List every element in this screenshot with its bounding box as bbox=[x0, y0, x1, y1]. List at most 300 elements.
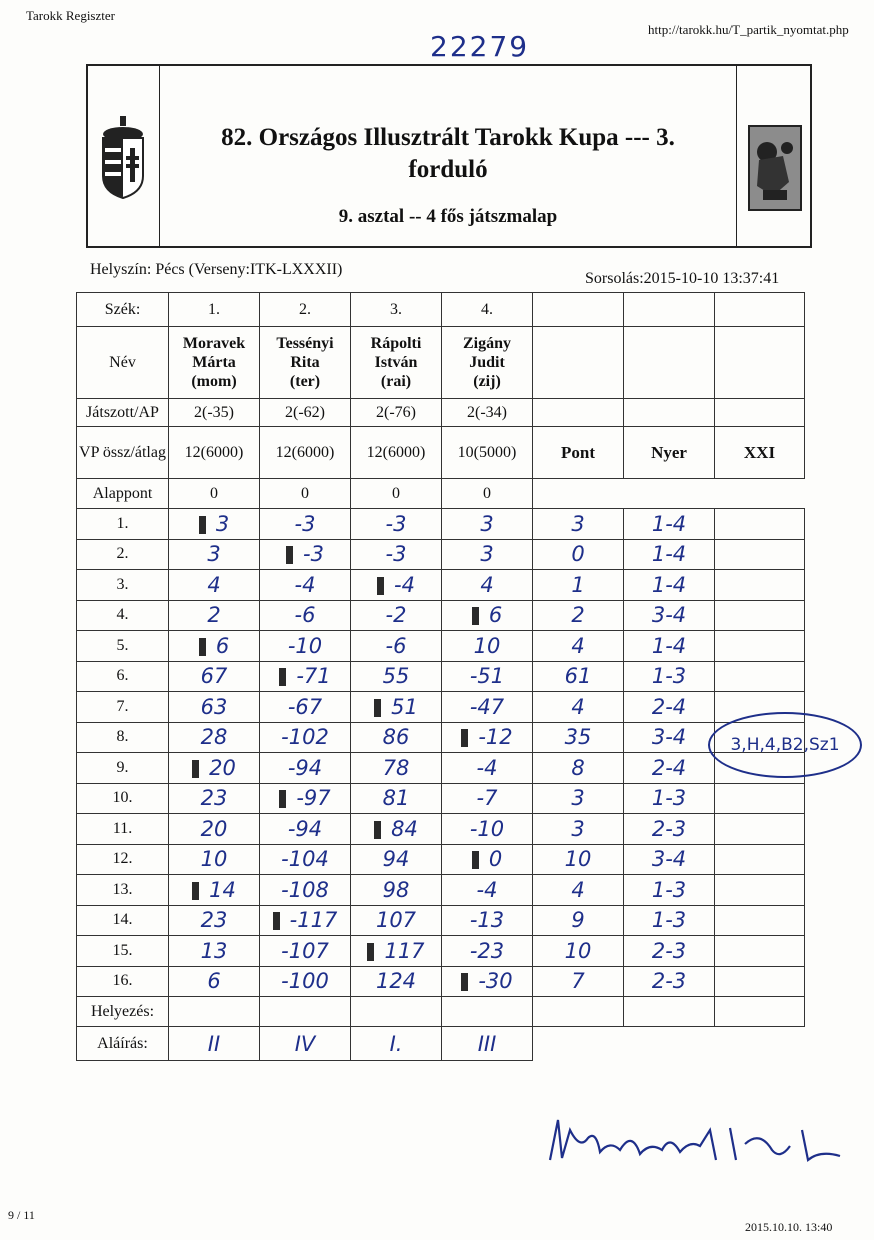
round-score bbox=[260, 875, 351, 906]
page-url: http://tarokk.hu/T_partik_nyomtat.php bbox=[648, 22, 849, 37]
round-pont: 1 bbox=[533, 570, 624, 601]
score-value: 6 bbox=[207, 969, 221, 994]
player-name: Rápolti István (rai) bbox=[351, 327, 442, 399]
round-score bbox=[169, 570, 260, 601]
round-xxi bbox=[715, 814, 805, 845]
round-score bbox=[442, 844, 533, 875]
score-value: -6 bbox=[294, 603, 316, 628]
empty-cell bbox=[715, 327, 805, 399]
print-timestamp: 2015.10.10. 13:40 bbox=[745, 1220, 833, 1234]
score-value: -108 bbox=[281, 877, 329, 902]
round-nyer: 1-3 bbox=[624, 783, 715, 814]
round-row bbox=[77, 661, 805, 692]
round-xxi bbox=[715, 875, 805, 906]
base-row bbox=[77, 479, 805, 509]
round-score bbox=[260, 631, 351, 662]
round-score bbox=[169, 600, 260, 631]
round-row bbox=[77, 692, 805, 723]
score-value: -67 bbox=[287, 694, 323, 719]
round-nyer: 2-3 bbox=[624, 966, 715, 997]
round-score bbox=[169, 753, 260, 784]
round-row bbox=[77, 539, 805, 570]
location-line: Helyszín: Pécs (Verseny:ITK-LXXXII) bbox=[90, 261, 343, 278]
side-note: 3,H,4,B2,Sz1 bbox=[708, 712, 862, 778]
round-score bbox=[351, 814, 442, 845]
round-score bbox=[169, 814, 260, 845]
base-label: Alappont bbox=[77, 479, 169, 509]
score-value: 3 bbox=[480, 511, 494, 536]
round-pont: 61 bbox=[533, 661, 624, 692]
round-xxi bbox=[715, 509, 805, 540]
empty-cell bbox=[533, 479, 624, 509]
round-score bbox=[442, 753, 533, 784]
round-xxi bbox=[715, 600, 805, 631]
player-placement: III bbox=[442, 1027, 533, 1061]
dealer-marker bbox=[273, 912, 280, 930]
round-row bbox=[77, 570, 805, 601]
round-score bbox=[351, 509, 442, 540]
round-pont: 7 bbox=[533, 966, 624, 997]
dealer-marker bbox=[199, 638, 206, 656]
score-value: -30 bbox=[478, 969, 513, 994]
round-number: 4. bbox=[77, 600, 169, 631]
round-row bbox=[77, 509, 805, 540]
empty-cell bbox=[624, 997, 715, 1027]
played-value: 2(-34) bbox=[442, 399, 533, 427]
xxi-header: XXI bbox=[715, 427, 805, 479]
round-score bbox=[442, 936, 533, 967]
round-xxi bbox=[715, 631, 805, 662]
score-value: -47 bbox=[469, 694, 505, 719]
signature-label: Aláírás: bbox=[77, 1027, 169, 1061]
score-value: -13 bbox=[469, 908, 505, 933]
round-score bbox=[351, 875, 442, 906]
empty-cell bbox=[715, 399, 805, 427]
round-score bbox=[351, 783, 442, 814]
seat-number: 3. bbox=[351, 293, 442, 327]
round-score bbox=[260, 814, 351, 845]
round-xxi bbox=[715, 661, 805, 692]
dealer-marker bbox=[461, 973, 468, 991]
round-pont: 8 bbox=[533, 753, 624, 784]
score-value: 86 bbox=[382, 725, 410, 750]
played-value: 2(-35) bbox=[169, 399, 260, 427]
score-value: -117 bbox=[289, 908, 338, 933]
dealer-marker bbox=[374, 821, 381, 839]
dealer-marker bbox=[199, 516, 206, 534]
round-number: 10. bbox=[77, 783, 169, 814]
round-pont: 2 bbox=[533, 600, 624, 631]
base-value: 0 bbox=[442, 479, 533, 509]
round-score bbox=[260, 966, 351, 997]
empty-cell bbox=[715, 1027, 805, 1061]
round-xxi bbox=[715, 936, 805, 967]
score-value: 20 bbox=[209, 755, 236, 780]
coat-of-arms-icon bbox=[86, 64, 160, 248]
round-nyer: 1-3 bbox=[624, 875, 715, 906]
player-placement: II bbox=[169, 1027, 260, 1061]
round-score bbox=[442, 539, 533, 570]
played-label: Játszott/AP bbox=[77, 399, 169, 427]
score-value: -4 bbox=[476, 877, 498, 902]
round-pont: 9 bbox=[533, 905, 624, 936]
played-value: 2(-76) bbox=[351, 399, 442, 427]
round-score bbox=[442, 722, 533, 753]
round-pont: 0 bbox=[533, 539, 624, 570]
score-value: 28 bbox=[200, 725, 228, 750]
round-number: 2. bbox=[77, 539, 169, 570]
round-score bbox=[351, 753, 442, 784]
score-value: 107 bbox=[375, 908, 417, 933]
round-nyer: 1-3 bbox=[624, 905, 715, 936]
dealer-marker bbox=[367, 943, 374, 961]
empty-cell bbox=[715, 293, 805, 327]
round-score bbox=[169, 509, 260, 540]
round-score bbox=[442, 692, 533, 723]
round-score bbox=[351, 692, 442, 723]
empty-cell bbox=[533, 293, 624, 327]
round-number: 1. bbox=[77, 509, 169, 540]
round-xxi bbox=[715, 905, 805, 936]
vp-label: VP össz/átlag bbox=[77, 427, 169, 479]
empty-cell bbox=[533, 1027, 624, 1061]
round-nyer: 1-4 bbox=[624, 509, 715, 540]
score-value: 55 bbox=[382, 664, 410, 689]
round-nyer: 2-4 bbox=[624, 753, 715, 784]
score-value: 81 bbox=[382, 786, 410, 811]
score-value: -10 bbox=[469, 816, 505, 841]
score-value: -12 bbox=[478, 725, 513, 750]
empty-cell bbox=[442, 997, 533, 1027]
dealer-marker bbox=[472, 851, 479, 869]
round-score bbox=[351, 966, 442, 997]
player-name: Tessényi Rita (ter) bbox=[260, 327, 351, 399]
round-score bbox=[169, 631, 260, 662]
nyer-header: Nyer bbox=[624, 427, 715, 479]
player-name: Moravek Márta (mom) bbox=[169, 327, 260, 399]
score-value: 51 bbox=[391, 694, 418, 719]
round-row bbox=[77, 722, 805, 753]
score-value: 3 bbox=[215, 511, 230, 536]
player-placement: IV bbox=[260, 1027, 351, 1061]
site-name: Tarokk Regiszter bbox=[26, 8, 115, 23]
round-score bbox=[351, 600, 442, 631]
round-number: 15. bbox=[77, 936, 169, 967]
round-nyer: 3-4 bbox=[624, 722, 715, 753]
round-score bbox=[260, 509, 351, 540]
empty-cell bbox=[169, 997, 260, 1027]
score-value: 23 bbox=[200, 786, 228, 811]
round-score bbox=[351, 661, 442, 692]
seat-number: 4. bbox=[442, 293, 533, 327]
name-label: Név bbox=[77, 327, 169, 399]
score-value: 20 bbox=[200, 816, 228, 841]
score-value: -94 bbox=[287, 755, 323, 780]
score-value: 117 bbox=[384, 938, 425, 963]
round-pont: 3 bbox=[533, 509, 624, 540]
round-score bbox=[442, 570, 533, 601]
empty-cell bbox=[533, 997, 624, 1027]
round-pont: 3 bbox=[533, 814, 624, 845]
vp-value: 12(6000) bbox=[351, 427, 442, 479]
art-cell bbox=[736, 64, 812, 248]
score-value: 6 bbox=[488, 603, 503, 628]
dealer-marker bbox=[192, 882, 199, 900]
round-score bbox=[260, 722, 351, 753]
empty-cell bbox=[260, 997, 351, 1027]
score-value: -94 bbox=[287, 816, 323, 841]
dealer-marker bbox=[377, 577, 384, 595]
vp-value: 12(6000) bbox=[169, 427, 260, 479]
round-number: 3. bbox=[77, 570, 169, 601]
round-nyer: 1-3 bbox=[624, 661, 715, 692]
round-number: 8. bbox=[77, 722, 169, 753]
round-score bbox=[260, 936, 351, 967]
score-value: 98 bbox=[382, 877, 410, 902]
round-row bbox=[77, 783, 805, 814]
round-pont: 10 bbox=[533, 936, 624, 967]
round-nyer: 3-4 bbox=[624, 844, 715, 875]
round-row bbox=[77, 753, 805, 784]
round-row bbox=[77, 875, 805, 906]
round-score bbox=[260, 783, 351, 814]
score-value: -4 bbox=[476, 755, 498, 780]
round-nyer: 3-4 bbox=[624, 600, 715, 631]
score-value: -104 bbox=[281, 847, 329, 872]
round-number: 16. bbox=[77, 966, 169, 997]
empty-cell bbox=[533, 327, 624, 399]
played-row bbox=[77, 399, 805, 427]
round-row bbox=[77, 936, 805, 967]
base-value: 0 bbox=[169, 479, 260, 509]
score-value: 4 bbox=[480, 572, 494, 597]
round-nyer: 2-3 bbox=[624, 814, 715, 845]
played-value: 2(-62) bbox=[260, 399, 351, 427]
empty-cell bbox=[715, 997, 805, 1027]
score-value: 0 bbox=[488, 847, 503, 872]
round-score bbox=[169, 905, 260, 936]
round-score bbox=[442, 783, 533, 814]
round-pont: 3 bbox=[533, 783, 624, 814]
round-score bbox=[442, 875, 533, 906]
round-score bbox=[442, 966, 533, 997]
round-score bbox=[442, 631, 533, 662]
round-pont: 35 bbox=[533, 722, 624, 753]
pont-header: Pont bbox=[533, 427, 624, 479]
score-value: 6 bbox=[215, 633, 230, 658]
empty-cell bbox=[624, 479, 715, 509]
round-number: 12. bbox=[77, 844, 169, 875]
empty-cell bbox=[351, 997, 442, 1027]
score-value: 23 bbox=[200, 908, 228, 933]
dealer-marker bbox=[461, 729, 468, 747]
empty-cell bbox=[624, 327, 715, 399]
round-row bbox=[77, 814, 805, 845]
round-number: 11. bbox=[77, 814, 169, 845]
placement-label: Helyezés: bbox=[77, 997, 169, 1027]
logo-cell bbox=[86, 64, 160, 248]
score-value: 14 bbox=[209, 877, 236, 902]
score-value: 4 bbox=[207, 572, 221, 597]
score-value: 10 bbox=[200, 847, 228, 872]
round-xxi bbox=[715, 783, 805, 814]
score-value: -3 bbox=[303, 542, 324, 567]
vp-row bbox=[77, 427, 805, 479]
score-value: -3 bbox=[294, 511, 316, 536]
round-score bbox=[169, 661, 260, 692]
seat-number: 1. bbox=[169, 293, 260, 327]
score-value: -100 bbox=[281, 969, 329, 994]
score-value: 2 bbox=[207, 603, 221, 628]
round-score bbox=[169, 722, 260, 753]
score-value: -97 bbox=[296, 786, 331, 811]
round-score bbox=[169, 539, 260, 570]
round-number: 13. bbox=[77, 875, 169, 906]
round-score bbox=[442, 905, 533, 936]
round-score bbox=[169, 875, 260, 906]
round-score bbox=[260, 753, 351, 784]
score-value: -3 bbox=[385, 542, 407, 567]
round-nyer: 2-3 bbox=[624, 936, 715, 967]
round-xxi bbox=[715, 570, 805, 601]
round-score bbox=[351, 539, 442, 570]
draw-time: Sorsolás:2015-10-10 13:37:41 bbox=[585, 270, 780, 287]
round-score bbox=[169, 783, 260, 814]
dealer-marker bbox=[279, 790, 286, 808]
round-score bbox=[169, 692, 260, 723]
score-value: -23 bbox=[469, 938, 505, 963]
empty-cell bbox=[624, 1027, 715, 1061]
seat-number: 2. bbox=[260, 293, 351, 327]
empty-cell bbox=[715, 479, 805, 509]
round-number: 14. bbox=[77, 905, 169, 936]
dealer-marker bbox=[374, 699, 381, 717]
round-score bbox=[169, 936, 260, 967]
round-row bbox=[77, 631, 805, 662]
round-pont: 10 bbox=[533, 844, 624, 875]
score-value: 3 bbox=[480, 542, 494, 567]
empty-cell bbox=[624, 399, 715, 427]
round-pont: 4 bbox=[533, 631, 624, 662]
round-score bbox=[260, 600, 351, 631]
page-title-line2: forduló bbox=[408, 156, 488, 183]
score-value: 124 bbox=[375, 969, 417, 994]
page-title-line1: 82. Országos Illusztrált Tarokk Kupa --- 3. bbox=[221, 124, 675, 151]
page-number: 9 / 11 bbox=[8, 1208, 35, 1222]
round-score bbox=[442, 661, 533, 692]
round-number: 9. bbox=[77, 753, 169, 784]
score-value: -102 bbox=[281, 725, 329, 750]
empty-cell bbox=[624, 293, 715, 327]
score-value: 84 bbox=[391, 816, 418, 841]
round-score bbox=[169, 966, 260, 997]
vp-value: 12(6000) bbox=[260, 427, 351, 479]
score-value: -10 bbox=[287, 633, 323, 658]
round-score bbox=[260, 570, 351, 601]
seat-label: Szék: bbox=[77, 293, 169, 327]
round-score bbox=[351, 844, 442, 875]
round-number: 6. bbox=[77, 661, 169, 692]
score-value: 13 bbox=[200, 938, 228, 963]
round-score bbox=[260, 661, 351, 692]
round-score bbox=[169, 844, 260, 875]
round-nyer: 1-4 bbox=[624, 631, 715, 662]
round-score bbox=[351, 570, 442, 601]
round-score bbox=[260, 539, 351, 570]
score-value: -6 bbox=[385, 633, 407, 658]
round-number: 7. bbox=[77, 692, 169, 723]
score-value: 78 bbox=[382, 755, 410, 780]
score-value: 67 bbox=[200, 664, 228, 689]
score-value: -2 bbox=[385, 603, 407, 628]
score-value: -71 bbox=[296, 664, 331, 689]
score-value: -107 bbox=[281, 938, 329, 963]
round-score bbox=[442, 509, 533, 540]
round-score bbox=[260, 905, 351, 936]
round-xxi bbox=[715, 844, 805, 875]
player-placement: I. bbox=[351, 1027, 442, 1061]
round-xxi bbox=[715, 539, 805, 570]
round-score bbox=[351, 936, 442, 967]
round-number: 5. bbox=[77, 631, 169, 662]
score-value: -4 bbox=[394, 572, 415, 597]
score-table bbox=[76, 292, 805, 1061]
round-score bbox=[442, 600, 533, 631]
round-row bbox=[77, 844, 805, 875]
round-nyer: 1-4 bbox=[624, 539, 715, 570]
tarokk-card-icon bbox=[737, 64, 813, 248]
score-value: 63 bbox=[200, 694, 228, 719]
score-value: 94 bbox=[382, 847, 410, 872]
score-value: -51 bbox=[469, 664, 505, 689]
score-value: 3 bbox=[207, 542, 221, 567]
player-name: Zigány Judit (zij) bbox=[442, 327, 533, 399]
round-row bbox=[77, 600, 805, 631]
dealer-marker bbox=[286, 546, 293, 564]
round-nyer: 1-4 bbox=[624, 570, 715, 601]
base-value: 0 bbox=[351, 479, 442, 509]
round-score bbox=[260, 844, 351, 875]
score-value: 10 bbox=[473, 633, 501, 658]
score-value: -4 bbox=[294, 572, 316, 597]
round-row bbox=[77, 966, 805, 997]
round-score bbox=[351, 905, 442, 936]
round-nyer: 2-4 bbox=[624, 692, 715, 723]
handwritten-id: 22279 bbox=[430, 30, 530, 63]
page-subtitle: 9. asztal -- 4 fős játszmalap bbox=[338, 206, 558, 227]
score-value: -3 bbox=[385, 511, 407, 536]
dealer-marker bbox=[472, 607, 479, 625]
vp-value: 10(5000) bbox=[442, 427, 533, 479]
seat-row bbox=[77, 293, 805, 327]
signature-scribble bbox=[540, 1100, 860, 1180]
empty-cell bbox=[533, 399, 624, 427]
signature-row bbox=[77, 1027, 805, 1061]
round-score bbox=[260, 692, 351, 723]
round-row bbox=[77, 905, 805, 936]
dealer-marker bbox=[279, 668, 286, 686]
round-xxi bbox=[715, 966, 805, 997]
round-score bbox=[442, 814, 533, 845]
round-score bbox=[351, 631, 442, 662]
placement-row bbox=[77, 997, 805, 1027]
score-value: -7 bbox=[476, 786, 498, 811]
dealer-marker bbox=[192, 760, 199, 778]
round-pont: 4 bbox=[533, 875, 624, 906]
round-score bbox=[351, 722, 442, 753]
round-pont: 4 bbox=[533, 692, 624, 723]
base-value: 0 bbox=[260, 479, 351, 509]
